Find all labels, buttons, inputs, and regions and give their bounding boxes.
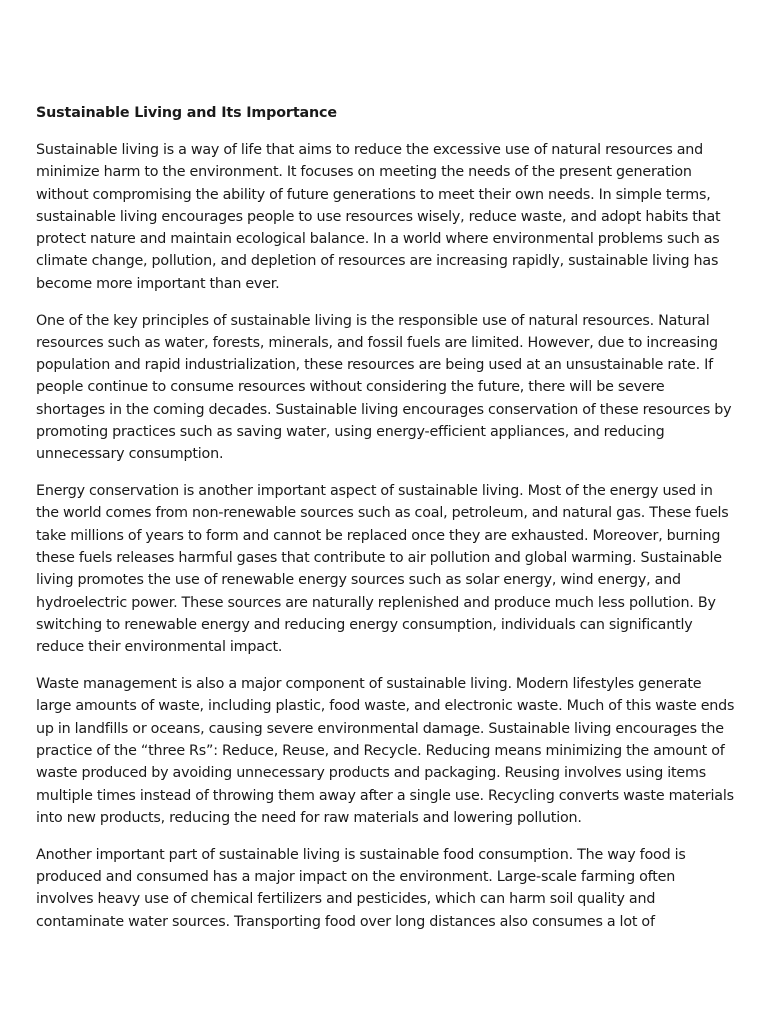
paragraph-natural-resources: One of the key principles of sustainable living is the responsible use of natural resources. Natural resources such as water, forests, minerals, and fossil fuels are limited. However, due to increasing population and rapid industrialization, these resources are being used at an unsustainable rate. If people continue to consume resources without considering the future, there will be severe shortages in the coming decades. Sustainable living encourages conservation of these resources by promoting practices such as saving water, using energy-efficient appliances, and reducing unnecessary consumption. (36, 312, 732, 463)
paragraph-energy-conservation: Energy conservation is another important aspect of sustainable living. Most of the energy used in the world comes from non-renewable sources such as coal, petroleum, and natural gas. These fuels take millions of years to form and cannot be replaced once they are exhausted. Moreover, burning these fuels releases harmful gases that contribute to air pollution and global warming. Sustainable living promotes the use of renewable energy sources such as solar energy, wind energy, and hydroelectric power. These sources are naturally replenished and produce much less pollution. By switching to renewable energy and reducing energy consumption, individuals can significantly reduce their environmental impact. (36, 483, 729, 656)
paragraph-food-consumption: Another important part of sustainable living is sustainable food consumption. The way food is produced and consumed has a major impact on the environment. Large-scale farming often involves heavy use of chemical fertilizers and pesticides, which can harm soil quality and contaminate water sources. Transporting food over long distances also consumes a lot of (36, 846, 686, 930)
document-page (36, 102, 736, 947)
paragraph-waste-management: Waste management is also a major component of sustainable living. Modern lifestyles generate large amounts of waste, including plastic, food waste, and electronic waste. Much of this waste ends up in landfills or oceans, causing severe environmental damage. Sustainable living encourages the practice of the “three Rs”: Reduce, Reuse, and Recycle. Reducing means minimizing the amount of waste produced by avoiding unnecessary products and packaging. Reusing involves using items multiple times instead of throwing them away after a single use. Recycling converts waste materials into new products, reducing the need for raw materials and lowering pollution. (36, 676, 735, 826)
paragraph-intro: Sustainable living is a way of life that aims to reduce the excessive use of natural resources and minimize harm to the environment. It focuses on meeting the needs of the present generation without compromising the ability of future generations to meet their own needs. In simple terms, sustainable living encourages people to use resources wisely, reduce waste, and adopt habits that protect nature and maintain ecological balance. In a world where environmental problems such as climate change, pollution, and depletion of resources are increasing rapidly, sustainable living has become more important than ever. (36, 142, 721, 292)
document-title: Sustainable Living and Its Importance (36, 105, 337, 121)
